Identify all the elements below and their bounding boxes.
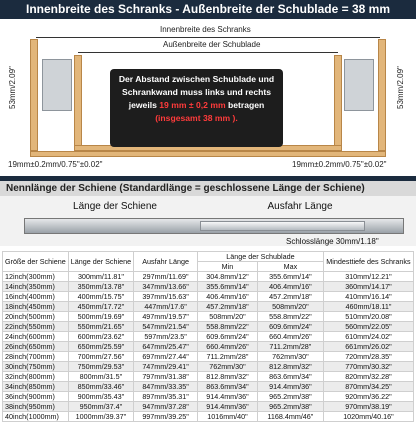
table-cell: 558.8mm/22" [257, 312, 323, 322]
table-cell: 355.6mm/14" [257, 272, 323, 282]
table-cell: 38inch(950mm) [3, 402, 69, 412]
table-cell: 609.6mm/24" [198, 332, 258, 342]
table-cell: 547mm/21.54" [134, 322, 198, 332]
table-cell: 812.8mm/32" [198, 372, 258, 382]
table-cell: 28inch(700mm) [3, 352, 69, 362]
col-size: Größe der Schiene [3, 252, 69, 272]
drawer-side-left [74, 55, 82, 151]
table-cell: 14inch(350mm) [3, 282, 69, 292]
inner-width-label: Innenbreite des Schranks [160, 25, 251, 34]
table-cell: 450mm/17.72" [68, 302, 133, 312]
table-cell: 711.2mm/28" [198, 352, 258, 362]
spacing-note-line3a: jeweils [128, 100, 160, 110]
table-cell: 847mm/33.35" [134, 382, 198, 392]
outer-width-line [78, 52, 338, 53]
table-cell: 410mm/16.14" [323, 292, 413, 302]
table-cell: 863.6mm/34" [198, 382, 258, 392]
table-cell: 914.4mm/36" [257, 382, 323, 392]
table-cell: 558.8mm/22" [198, 322, 258, 332]
table-cell: 870mm/34.25" [323, 382, 413, 392]
left-gap-label: 19mm±0.2mm/0.75"±0.02" [8, 160, 103, 169]
table-cell: 34inch(850mm) [3, 382, 69, 392]
table-cell: 762mm/30" [198, 362, 258, 372]
table-row [3, 352, 414, 362]
table-cell: 26inch(650mm) [3, 342, 69, 352]
table-cell: 300mm/11.81" [68, 272, 133, 282]
col-drawer-length: Länge der Schublade [198, 252, 324, 262]
height-label-left: 53mm/2.09" [8, 66, 17, 109]
height-label-right: 53mm/2.09" [396, 66, 405, 109]
table-cell: 914.4mm/36" [198, 392, 258, 402]
table-cell: 400mm/15.75" [68, 292, 133, 302]
table-cell: 12inch(300mm) [3, 272, 69, 282]
table-row [3, 412, 414, 422]
table-cell: 863.6mm/34" [257, 372, 323, 382]
spacing-note-line3c: betragen [225, 100, 265, 110]
table-cell: 660.4mm/26" [257, 332, 323, 342]
spacing-note [110, 69, 283, 147]
table-cell: 997mm/39.25" [134, 412, 198, 422]
table-cell: 747mm/29.41" [134, 362, 198, 372]
cabinet-wall-left [30, 39, 38, 151]
cabinet-base [30, 151, 386, 157]
col-min-depth: Mindesttiefe des Schranks [323, 252, 413, 272]
spacing-note-line2: Schrankwand muss links und rechts [121, 87, 271, 97]
table-cell: 597mm/23.5" [134, 332, 198, 342]
table-cell: 297mm/11.69" [134, 272, 198, 282]
col-max: Max [257, 262, 323, 272]
table-row [3, 332, 414, 342]
table-row [3, 302, 414, 312]
inner-width-line [36, 37, 380, 38]
table-cell: 600mm/23.62" [68, 332, 133, 342]
table-cell: 406.4mm/16" [257, 282, 323, 292]
spacing-note-line4: (insgesamt 38 mm ). [155, 113, 238, 123]
rail-inner [200, 221, 365, 231]
table-cell: 508mm/20" [257, 302, 323, 312]
table-cell: 950mm/37.4" [68, 402, 133, 412]
table-cell: 700mm/27.56" [68, 352, 133, 362]
table-cell: 16inch(400mm) [3, 292, 69, 302]
table-cell: 660.4mm/26" [198, 342, 258, 352]
table-cell: 812.8mm/32" [257, 362, 323, 372]
outer-width-label: Außenbreite der Schublade [163, 40, 261, 49]
table-cell: 1020mm/40.16" [323, 412, 413, 422]
table-cell: 661mm/26.02" [323, 342, 413, 352]
table-cell: 820mm/32.28" [323, 372, 413, 382]
extension-length-label: Ausfahr Länge [267, 201, 333, 212]
table-row [3, 382, 414, 392]
table-cell: 610mm/24.02" [323, 332, 413, 342]
rail-length-label: Länge der Schiene [73, 201, 157, 212]
lock-length-label: Schlosslänge 30mm/1.18" [286, 237, 379, 246]
table-row [3, 292, 414, 302]
table-row [3, 372, 414, 382]
table-cell: 1168.4mm/46" [257, 412, 323, 422]
cabinet-wall-right [378, 39, 386, 151]
table-cell: 24inch(600mm) [3, 332, 69, 342]
table-cell: 762mm/30" [257, 352, 323, 362]
table-row [3, 402, 414, 412]
table-cell: 304.8mm/12" [198, 272, 258, 282]
rail-left [42, 59, 72, 111]
table-cell: 32inch(800mm) [3, 372, 69, 382]
table-cell: 30inch(750mm) [3, 362, 69, 372]
rail-right [344, 59, 374, 111]
table-cell: 310mm/12.21" [323, 272, 413, 282]
table-cell: 457.2mm/18" [257, 292, 323, 302]
table-cell: 22inch(550mm) [3, 322, 69, 332]
table-cell: 347mm/13.66" [134, 282, 198, 292]
table-cell: 609.6mm/24" [257, 322, 323, 332]
table-cell: 397mm/15.63" [134, 292, 198, 302]
table-cell: 447mm/17.6" [134, 302, 198, 312]
table-cell: 460mm/18.11" [323, 302, 413, 312]
table-row [3, 392, 414, 402]
table-row [3, 342, 414, 352]
table-cell: 500mm/19.69" [68, 312, 133, 322]
table-cell: 40inch(1000mm) [3, 412, 69, 422]
table-cell: 897mm/35.31" [134, 392, 198, 402]
table-cell: 797mm/31.38" [134, 372, 198, 382]
rail-section-title: Nennlänge der Schiene (Standardlänge = geschlossene Länge der Schiene) [0, 181, 416, 196]
table-cell: 360mm/14.17" [323, 282, 413, 292]
col-min: Min [198, 262, 258, 272]
table-cell: 650mm/25.59" [68, 342, 133, 352]
drawer-side-right [334, 55, 342, 151]
table-cell: 965.2mm/38" [257, 392, 323, 402]
table-cell: 965.2mm/38" [257, 402, 323, 412]
col-length: Länge der Schiene [68, 252, 133, 272]
table-cell: 406.4mm/16" [198, 292, 258, 302]
table-cell: 900mm/35.43" [68, 392, 133, 402]
table-cell: 550mm/21.65" [68, 322, 133, 332]
table-cell: 36inch(900mm) [3, 392, 69, 402]
table-cell: 850mm/33.46" [68, 382, 133, 392]
right-gap-label: 19mm±0.2mm/0.75"±0.02" [292, 160, 387, 169]
table-cell: 350mm/13.78" [68, 282, 133, 292]
table-cell: 800mm/31.5" [68, 372, 133, 382]
table-row [3, 312, 414, 322]
table-cell: 947mm/37.28" [134, 402, 198, 412]
table-cell: 647mm/25.47" [134, 342, 198, 352]
page-title: Innenbreite des Schranks - Außenbreite der Schublade = 38 mm [0, 0, 416, 19]
table-cell: 457.2mm/18" [198, 302, 258, 312]
table-row [3, 272, 414, 282]
spacing-note-value: 19 mm ± 0,2 mm [159, 100, 226, 110]
table-row [3, 322, 414, 332]
table-cell: 355.6mm/14" [198, 282, 258, 292]
table-cell: 697mm/27.44" [134, 352, 198, 362]
table-row [3, 362, 414, 372]
table-cell: 1016mm/40" [198, 412, 258, 422]
spacing-note-line1: Der Abstand zwischen Schublade und [118, 74, 275, 84]
table-row [3, 282, 414, 292]
drawer-diagram [0, 19, 416, 176]
table-cell: 1000mm/39.37" [68, 412, 133, 422]
table-cell: 720mm/28.35" [323, 352, 413, 362]
table-cell: 770mm/30.32" [323, 362, 413, 372]
table-cell: 560mm/22.05" [323, 322, 413, 332]
table-cell: 497mm/19.57" [134, 312, 198, 322]
table-cell: 18inch(450mm) [3, 302, 69, 312]
table-cell: 508mm/20" [198, 312, 258, 322]
table-cell: 970mm/38.19" [323, 402, 413, 412]
table-cell: 20inch(500mm) [3, 312, 69, 322]
col-extension: Ausfahr Länge [134, 252, 198, 272]
table-cell: 750mm/29.53" [68, 362, 133, 372]
table-cell: 711.2mm/28" [257, 342, 323, 352]
table-cell: 920mm/36.22" [323, 392, 413, 402]
table-cell: 914.4mm/36" [198, 402, 258, 412]
size-table [2, 251, 414, 422]
table-cell: 510mm/20.08" [323, 312, 413, 322]
